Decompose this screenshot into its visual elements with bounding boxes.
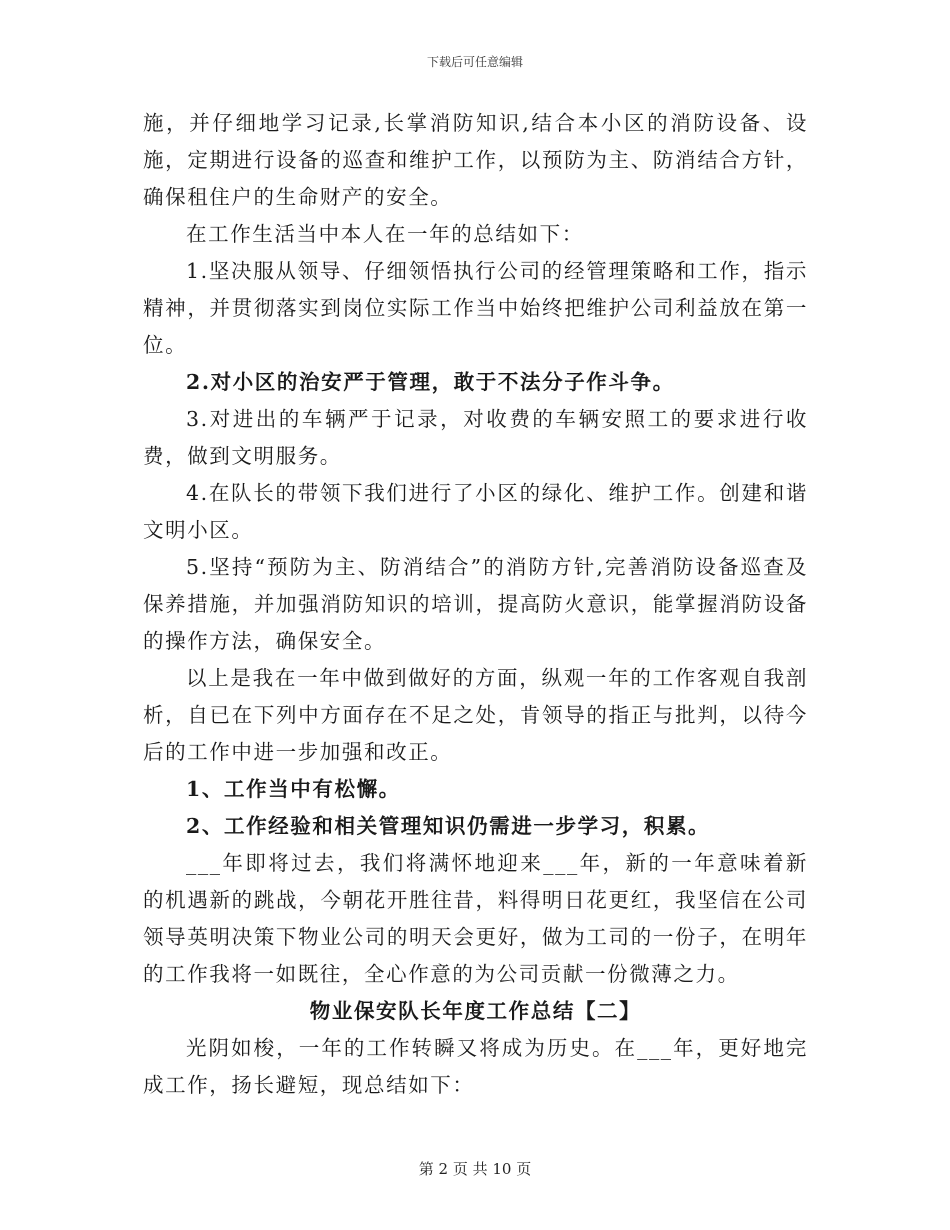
shortcoming-item-1: 1、工作当中有松懈。	[186, 777, 401, 801]
paragraph-section2-intro: 光阴如梭，一年的工作转瞬又将成为历史。在___年，更好地完成工作，扬长避短，现总结如下：	[143, 1036, 808, 1097]
list-item-2: 2.对小区的治安严于管理，敢于不法分子作斗争。	[186, 370, 675, 394]
paragraph-outlook: ___年即将过去，我们将满怀地迎来___年，新的一年意味着新的机遇新的跳战，今朝花开胜往昔，料得明日花更红，我坚信在公司领导英明决策下物业公司的明天会更好，做为工司的一份子，在明年的工作我将一如既往，全心作意的为公司贡献一份微薄之力。	[143, 851, 808, 986]
section-title: 物业保安队长年度工作总结【二】	[309, 999, 642, 1023]
header-note: 下载后可任意编辑	[426, 55, 523, 69]
list-item-5: 5.坚持“预防为主、防消结合”的消防方针,完善消防设备巡查及保养措施，并加强消防知识的培训，提高防火意识，能掌握消防设备的操作方法，确保安全。	[143, 555, 808, 653]
page-number: 第 2 页 共 10 页	[418, 1160, 532, 1178]
list-item-4: 4.在队长的带领下我们进行了小区的绿化、维护工作。创建和谐文明小区。	[143, 481, 808, 542]
list-item-3: 3.对进出的车辆严于记录，对收费的车辆安照工的要求进行收费，做到文明服务。	[143, 407, 808, 468]
document-body	[143, 105, 808, 1104]
list-item-1: 1.坚决服从领导、仔细领悟执行公司的经管理策略和工作，指示精神，并贯彻落实到岗位实际工作当中始终把维护公司利益放在第一位。	[143, 259, 808, 357]
paragraph-summary-intro: 在工作生活当中本人在一年的总结如下：	[186, 222, 584, 246]
paragraph-continuation: 施，并仔细地学习记录,长掌消防知识,结合本小区的消防设备、设施，定期进行设备的巡查和维护工作，以预防为主、防消结合方针，确保租住户的生命财产的安全。	[143, 111, 808, 209]
shortcoming-item-2: 2、工作经验和相关管理知识仍需进一步学习，积累。	[186, 814, 711, 838]
paragraph-reflection: 以上是我在一年中做到做好的方面，纵观一年的工作客观自我剖析，自已在下列中方面存在不足之处，肯领导的指正与批判，以待今后的工作中进一步加强和改正。	[143, 666, 808, 764]
